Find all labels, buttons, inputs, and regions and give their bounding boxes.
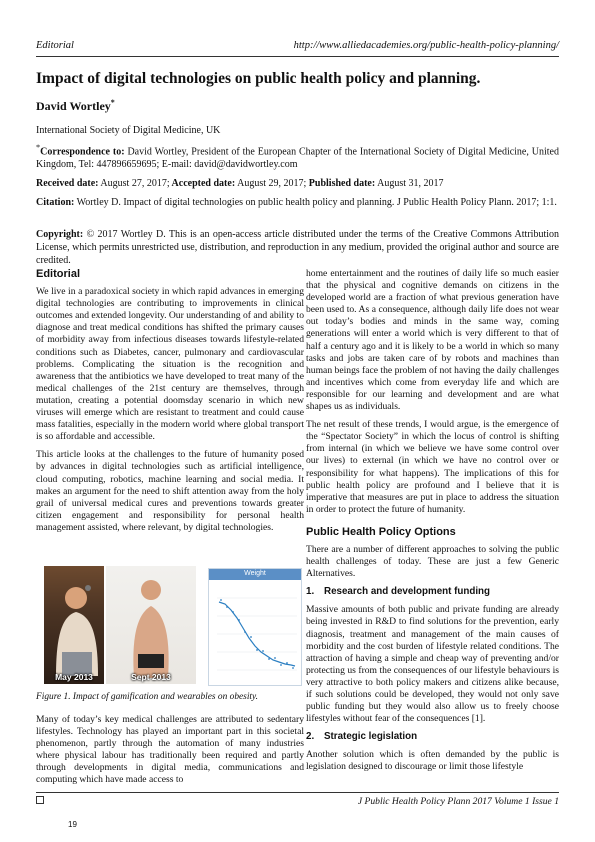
copyright-label: Copyright: [36, 229, 84, 240]
received-label: Received date: [36, 178, 99, 189]
copyright [36, 228, 559, 267]
figure-caption: Figure 1. Impact of gamification and wearables on obesity. [36, 692, 259, 702]
author-name [36, 98, 115, 114]
weight-app-screenshot [208, 568, 302, 686]
weight-trend-graph [209, 580, 301, 684]
received-date: August 27, 2017; [98, 178, 170, 189]
section-heading-editorial: Editorial [36, 268, 81, 280]
subheading-number: 2. [306, 731, 315, 743]
footer-square-icon [36, 796, 44, 804]
subheading-text: Research and development funding [324, 586, 491, 598]
right-column [306, 268, 559, 780]
paragraph: The net result of these trends, I would argue, is the emergence of the “Spectator Society” in which the locus of control is shifting from internal (in which we believe we have some control over our lives) to external (in which we have no control over or responsibility for what happens). The implications of this for public health policy are profound and I believe that it is imperative that measures are put in place to address the situation in order to protect the future of humanity. [306, 419, 559, 515]
paragraph: home entertainment and the routines of daily life so much easier that the physical and cognitive demands on citizens in the developed world are a fraction of what previous generation have been used to. As a consequence, although daily life does not wear out today’s bodies and minds in the same way, coming generations will enter a world which is very different to that of half a century ago and it is likely to be a world in which so many tasks and jobs are taken care of by robots and machines than human beings face the problem of not having the daily challenges and incentives which come from everyday life and which are responsible for our learning and development and are what shapes us as individuals. [306, 268, 559, 413]
photo-before-label: May 2013 [55, 672, 93, 682]
figure-1 [36, 566, 304, 684]
person-seated-illustration [44, 566, 104, 684]
photo-before [44, 566, 104, 684]
photo-after-label: Sept 2013 [131, 672, 171, 682]
page-number: 19 [68, 820, 77, 829]
citation-label: Citation: [36, 197, 75, 208]
app-title-bar [209, 569, 301, 580]
running-header [36, 40, 559, 54]
correspondence-label: Correspondence to: [40, 146, 125, 158]
correspondence [36, 141, 559, 171]
app-title: Weight [244, 570, 266, 577]
footer-divider [36, 792, 559, 793]
copyright-text: © 2017 Wortley D. This is an open-access article distributed under the terms of the Creative Commons Attribution License, which permits unrestricted use, distribution, and reproduction in any medium, provided the original author and source are credited. [36, 229, 559, 266]
affiliation: International Society of Digital Medicine, UK [36, 125, 221, 136]
header-section-label: Editorial [36, 40, 74, 51]
paragraph: Many of today’s key medical challenges are attributed to sedentary lifestyles. Technology has played an important part in this societal phenomenon, partly through the automation of many industries where physical labour has traditionally been required and partly through developments in digital media, communications and computing which have made access to [36, 714, 304, 786]
subheading-text: Strategic legislation [324, 731, 418, 743]
article-title: Impact of digital technologies on public health policy and planning. [36, 70, 481, 87]
author-mark: * [110, 98, 115, 107]
paragraph: We live in a paradoxical society in which rapid advances in emerging digital technologies are contributing to improvements in clinical outcomes and extended longevity. Our understanding of and ability to diagnose and treat medical conditions has shifted the primary causes of morbidity away from infectious diseases towards lifestyle-related conditions such as Diabetes, cancer, pulmonary and cardiovascular problems. Complicating the situation is the recognition and awareness that the antibiotics we have developed to treat many of the medical challenges of the 21st century are themselves, through mutation, creating a potential doomsday scenario in which new viruses will emerge which are resistant to treatment and could cause mass fatalities, especially in the modern world where global transport is so affordable and accessible. [36, 286, 304, 443]
paragraph: There are a number of different approaches to solving the public health challenges of today. These are just a few Generic Alternatives. [306, 543, 559, 580]
correspondence-text: David Wortley, President of the European Chapter of the International Society of Digital Medicine, United Kingdom, Tel: 447896659695; E-mail: david@davidwortley.com [36, 146, 559, 171]
subheading-legislation [306, 731, 559, 743]
footer-journal-info: J Public Health Policy Plann 2017 Volume 1 Issue 1 [357, 796, 559, 807]
correspondence-mark: * [36, 143, 41, 152]
author-text: David Wortley [36, 99, 111, 113]
citation [36, 196, 559, 209]
published-date: August 31, 2017 [375, 178, 444, 189]
citation-text: Wortley D. Impact of digital technologies on public health policy and planning. J Public Health Policy Plann. 2017; 1:1. [74, 197, 557, 208]
accepted-label: Accepted date: [169, 178, 236, 189]
left-column-continued [36, 714, 304, 787]
article-dates [36, 177, 559, 190]
paragraph: Massive amounts of both public and private funding are already being invested in R&D to find solutions for the prevention, early diagnosis, treatment and management of the main causes of morbidity and the cost burden of lifestyle related conditions. The attraction of having a simple and cheap way of preventing and/or protecting us from the consequences of our lifestyle behaviours is very attractive to both policy makers and citizens alike because, if such solutions could be developed, they would not only save public funding but they would also allow us to freely choose lifestyles without fear of the consequences [1]. [306, 604, 559, 725]
subheading-number: 1. [306, 586, 315, 598]
subheading-research-funding [306, 586, 559, 598]
section-heading-policy-options: Public Health Policy Options [306, 525, 456, 538]
header-divider [36, 56, 559, 57]
paragraph: Another solution which is often demanded by the public is legislation designed to discourage or limit those lifestyle [306, 749, 559, 773]
accepted-date: August 29, 2017; [235, 178, 307, 189]
published-label: Published date: [306, 178, 376, 189]
left-column [36, 268, 304, 540]
person-standing-illustration [106, 566, 196, 684]
photo-after [106, 566, 196, 684]
header-journal-url[interactable]: http://www.alliedacademies.org/public-health-policy-planning/ [293, 40, 559, 51]
paragraph: This article looks at the challenges to the future of humanity posed by advances in digital technologies such as artificial intelligence, cloud computing, robotics, machine learning and social media. It makes an argument for the need to shift attention away from the holy grail of universal medical cures and preventions towards greater citizen engagement and responsibility for personal health management assisted, where relevant, by digital technologies. [36, 449, 304, 533]
